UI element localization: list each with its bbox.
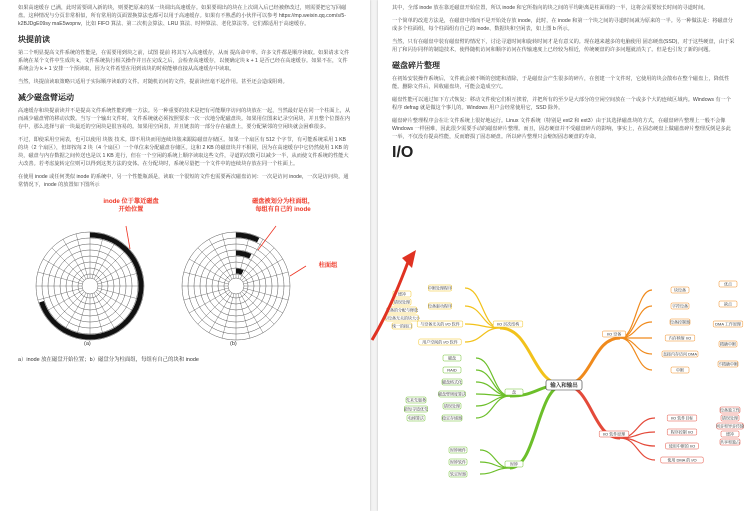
svg-text:错误处理: 错误处理 [722,415,738,421]
mindmap-node [671,286,689,293]
svg-text:用户空间的 I/O 软件: 用户空间的 I/O 软件 [422,339,458,345]
mindmap-node [393,298,411,305]
mindmap-node [720,438,740,445]
mindmap-node [419,338,461,345]
mindmap-node [406,396,426,403]
disk-platter-icon [18,194,352,354]
paragraph: 在初始安装操作系统后，文件就会被不断的创建和清除，于是磁盘会产生很多的碎片，在创建一个文件时，它使用的块会散布在整个磁盘上，降低性能。删除文件后，回收磁盘块，可能会造成空穴。 [392,76,730,90]
mindmap-node [719,280,737,287]
mindmap-node [449,446,467,453]
paragraph: 当然，只有在磁盘中装有磁盘臂的情况下，讨论寻道时间和旋转时间才是有意义的。现在越来越多的电脑使用 固态硬盘(SSD)，对于这些硬盘，由于采用了和闪存同样的制造技术，使得随机访问和顺序访问在传输速度上已经较为相近，传统硬盘的许多问题就消失了。但是也引发了新的问题。 [392,39,735,53]
paragraph: 一个简单的改进方法是，在磁盘中部而不是开始处存放 inode，此时，在 inode 和第一个块之间的寻道时间减为原来的一半。另一种做法是：将磁盘分成多个柱面组，每个柱面组有自己的 inode、数据块和空闲表，如上图 b 所示。 [392,18,733,32]
svg-text:使用中断的 I/O: 使用中断的 I/O [668,443,696,449]
mindmap-node [386,306,418,313]
svg-text:缓冲: 缓冲 [726,431,734,437]
mindmap-node [384,314,421,321]
mindmap-hub [505,460,523,467]
mindmap-node [449,470,467,477]
mindmap-node [443,402,461,409]
mindmap-node [662,350,698,357]
mindmap-node [392,322,412,329]
svg-text:块设备: 块设备 [674,287,686,293]
svg-text:共享和独占: 共享和独占 [720,439,740,445]
svg-text:优点: 优点 [724,281,732,287]
mindmap-node [671,366,689,373]
svg-text:缺点: 缺点 [724,301,732,307]
paragraph: 磁盘碎片整理程序会在让文件系统上很好地运行。Linux 文件系统（特别是 ext2 和 ext3）由于其选择磁盘块的方式，在磁盘碎片整理上一般不会像 Windows 一样困难，因此很少需要手动的磁盘碎片整理。而且，固态硬盘并不受磁盘碎片的影响，事实上，在固态硬盘上做磁盘碎片整理反倒是多此一举，不仅没有提高性能，反而磨损了固态硬盘。所以碎片整理只会缩短固态硬盘的寿命。 [392,118,731,140]
mindmap-node [393,290,411,297]
mindmap-node [720,406,740,413]
mindmap-node [713,320,743,327]
svg-text:设备独立性: 设备独立性 [720,407,740,413]
mindmap-node [449,458,467,465]
mindmap-node [417,320,463,327]
svg-text:电梯算法: 电梯算法 [408,415,424,421]
svg-text:I/O 软件原理: I/O 软件原理 [602,431,626,437]
left-page [0,0,370,511]
svg-text:内存映射 I/O: 内存映射 I/O [668,335,692,341]
io-mindmap [380,268,748,511]
mindmap-center [546,380,582,390]
label-cylinder-groups: 磁盘被划分为柱面组， 每组有自己的 inode [252,198,314,213]
mindmap-node [661,456,703,463]
svg-text:I/O 软件目标: I/O 软件目标 [670,415,694,421]
svg-text:稳定存储器: 稳定存储器 [442,415,462,421]
svg-text:缓冲: 缓冲 [398,291,406,297]
mindmap-node [665,334,695,341]
svg-text:同步和异步传输: 同步和异步传输 [716,423,744,429]
heading-reduce-arm: 减少磁盘臂运动 [18,93,74,102]
svg-text:设备的分配与释放: 设备的分配与释放 [386,307,418,313]
subfigure-label-a: (a) [84,341,91,347]
svg-text:设备驱动程序: 设备驱动程序 [428,303,452,309]
figure-caption: a）inode 放在磁盘开始位置；b）磁盘分为柱面组，每组有自己的块和 inode [18,357,199,363]
mindmap-node [438,390,467,397]
svg-text:直接内存访问 DMA: 直接内存访问 DMA [663,351,697,357]
mindmap-node [404,405,428,412]
mindmap-hub [505,388,523,395]
svg-text:错误处理: 错误处理 [444,403,460,409]
svg-text:磁盘格式化: 磁盘格式化 [442,379,462,385]
mindmap-node [667,428,697,435]
heading-defrag: 磁盘碎片整理 [392,61,440,70]
svg-text:使用 DMA 的 I/O: 使用 DMA 的 I/O [667,457,697,463]
svg-text:时钟: 时钟 [510,461,518,467]
mindmap-node [719,340,737,347]
svg-text:统一的接口: 统一的接口 [392,323,412,329]
mindmap-node [442,378,462,385]
svg-text:先来先服务: 先来先服务 [406,397,426,403]
svg-text:时钟软件: 时钟软件 [450,459,466,465]
paragraph: 如果高速缓存 已满，此时需要调入新的块，则要把原来的某一块调出高速缓存。如果要调出的块在上次调入后已经被修改过，则需要把它写回磁盘。这种情况与分页非常相似，所有常用的页面置换算法也都可以用于高速缓存。如果有不熟悉的小伙伴可以参考 https://mp.weixin.qq.com/s/5-k2BJDgE09sy maE5woprw，比如 FIFO 算法、第二次机会算法、LRU 算法、时钟算法、老化算法等。它们都适用于高速缓存。 [18,5,347,27]
svg-text:输入和输出: 输入和输出 [550,383,578,389]
paragraph: 其中，全部 inode 放在靠近磁盘开始位置，所以 inode 和它所指向的块之间的平均距离是柱面组的一半，这将会需要较长时间的寻道时间。 [392,5,709,11]
mindmap-node [666,442,699,449]
mindmap-node [719,300,737,307]
svg-text:盘: 盘 [512,389,516,395]
mindmap-hub [599,430,629,437]
svg-text:错误处理: 错误处理 [394,299,410,305]
svg-text:I/O 设备: I/O 设备 [606,331,622,337]
svg-text:中断处理程序: 中断处理程序 [428,285,452,291]
subfigure-label-b: (b) [230,341,237,347]
paragraph: 高速缓存和块提前读并不是提高文件系统性能的唯一方法。另一种重要的技术是把有可能顺序访问的块放在一起，当然最好是在同一个柱面上，从而减少磁盘臂的移动次数。当写一个输出文件时，文件系统就必须按照要求一次一次地分配磁盘块。如果用位图来记录空闲块，并且整个位图在内存中，那么选择与前一块最近的空闲块是很容易的。如果用空闲表，并且链表的一部分存在磁盘上，要分配紧邻的空闲块就会困难很多。 [18,108,351,130]
mindmap-node [428,302,452,309]
svg-text:程序控制 I/O: 程序控制 I/O [670,429,694,435]
mindmap-node [667,414,697,421]
svg-text:磁盘: 磁盘 [448,355,456,361]
svg-text:设备控制器: 设备控制器 [670,319,690,325]
paragraph: 第二个明显提高文件系统的性能是，在需要用到块之前，试图 提前 将其写入高速缓存，从而 提高命中率。许多文件都是顺序读取。如果请求文件系统在某个文件中生成块 k，文件系统执行相关操作并且在完成之后，会检查高速缓存，以便确定块 k + 1 是否已经在高速缓存。如果不在，文件系统会为 k + 1 安排一个预读取，因为文件希望在用到该块的时候能够直接从高速缓存中读取。 [18,50,350,72]
label-cylinder-group: 柱面组 [318,262,338,269]
svg-text:DMA 工作原理: DMA 工作原理 [715,321,741,327]
svg-text:不精确中断: 不精确中断 [718,361,738,367]
mindmap-node [716,422,744,429]
svg-text:中断: 中断 [676,367,684,373]
svg-text:与设备无关的块大小: 与设备无关的块大小 [384,315,420,321]
mindmap-node [443,367,461,373]
svg-text:磁盘臂调度算法: 磁盘臂调度算法 [438,391,466,397]
mindmap-node [428,284,452,291]
svg-text:RAID: RAID [447,367,457,373]
svg-text:最短寻道优先: 最短寻道优先 [404,406,428,412]
mindmap-node [443,354,461,361]
mindmap-node [407,414,425,421]
svg-text:与设备无关的 I/O 软件: 与设备无关的 I/O 软件 [420,321,460,327]
paragraph: 在使用 inode 或任何类似 inode 的系统中，另一个性能瓶颈是，读取一个很短的文件也需要两次磁盘访问：一次是访问 inode，一次是访问块。通常情况下，inode 的放置如下图所示 [18,174,349,188]
mindmap-node [718,360,738,367]
svg-text:软定时器: 软定时器 [450,471,466,477]
mindmap-node [670,318,690,325]
label-inode-start: inode 位于靠近磁盘 开始位置 [103,198,159,213]
heading-io: I/O [392,144,414,161]
mindmap-hub [602,330,625,337]
paragraph: 不过，即使采用空闲表，也可以使用 块簇 技术。即不用块而用连续块簇来跟踪磁盘存储区。如果一个扇区有 512 个字节，有可能系统采用 1 KB 的块（2 个扇区），但却按每 2 块（4 个扇区）一个单位来分配磁盘存储区。这和 2 KB 的磁盘块并不相同，因为在高速缓存中它仍然使用 1 KB 的块，磁盘与内存数据之间传送也是以 1 KB 进行，但在一个空闲的系统上顺序读取这些文件，寻道的次数可以减少一半，从而使文件系统的性能大大改善。若考虑旋转定位则可以得到这类方法的变体。在分配块时，系统尽量把一个文件中的连续块存放在同一个柱面上。 [18,137,349,167]
mindmap-node [721,430,739,437]
heading-readahead: 块提前读 [18,35,50,44]
mindmap-node [721,414,739,421]
paragraph: 当然，块提前读取策略只适用于实际顺序读取的文件。对随机访问的文件，提前读丝毫不起作用。甚至还会造成阻碍。 [18,79,288,85]
paragraph: 磁盘性能可以通过如下方式恢复：移动文件使它们相互挨着，并把所有的至少是大部分的空闲空间放在一个或多个大的连续区域内。Windows 有一个程序 defrag 就是做这个事儿的。Windows 用户会经常使用它，SSD 除外。 [392,97,731,111]
svg-text:精确中断: 精确中断 [720,341,736,347]
svg-text:字符设备: 字符设备 [672,303,688,309]
svg-text:I/O 层次结构: I/O 层次结构 [496,321,520,327]
mindmap-hub [493,320,523,327]
svg-text:时钟硬件: 时钟硬件 [450,447,466,453]
disk-figure [18,194,352,354]
mindmap-node [671,302,689,309]
mindmap-node [442,414,462,421]
